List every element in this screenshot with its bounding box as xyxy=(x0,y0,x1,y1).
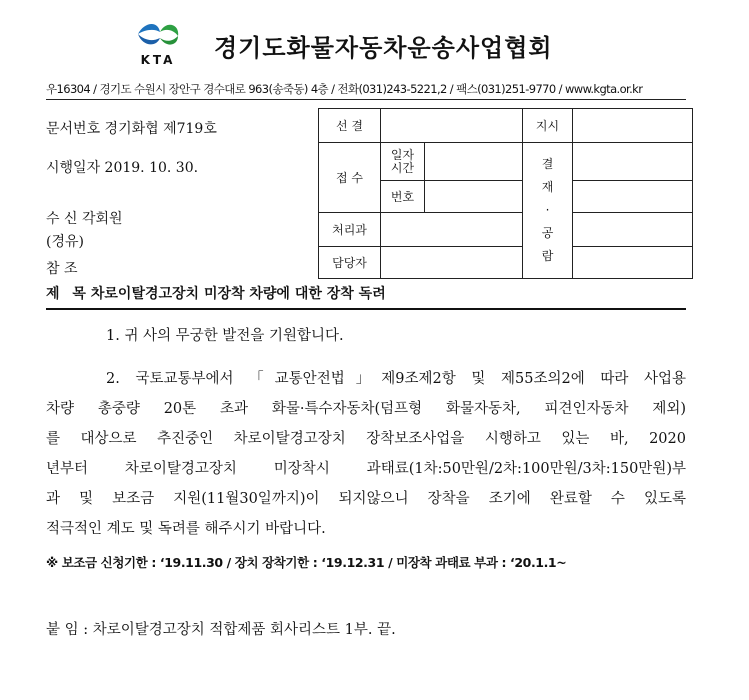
person-in-charge-label: 담당자 xyxy=(319,247,381,279)
reference: 참 조 xyxy=(46,261,78,277)
gyeoljae-gongram-label: 결 재 · 공 람 xyxy=(523,143,573,279)
paragraph-1-text: 1. 귀 사의 무궁한 발전을 기원합니다. xyxy=(106,328,344,344)
paragraph-2-line: 2. 국토교통부에서 「교통안전법」제9조제2항 및 제55조의2에 따라 사업용 xyxy=(106,371,686,387)
address-line: 우16304 / 경기도 수원시 장안구 경수대로 963(송죽동) 4층 / 전화(031)243-5221,2 / 팩스(031)251-9770 / www.kgta.or.kr xyxy=(46,81,686,100)
kta-logo xyxy=(130,22,186,70)
kta-logo-icon xyxy=(130,22,186,70)
doc-number: 문서번호 경기화협 제719호 xyxy=(46,121,217,137)
svg-text:KTA: KTA xyxy=(140,53,176,67)
date-time-label: 일자 시간 xyxy=(381,143,425,181)
jeopsu-label: 접 수 xyxy=(319,143,381,213)
attachment-line: 붙 임 : 차로이탈경고장치 적합제품 회사리스트 1부. 끝. xyxy=(46,622,396,638)
paragraph-2-line: 를 대상으로 추진중인 차로이탈경고장치 장착보조사업을 시행하고 있는 바, 2020 xyxy=(46,431,686,447)
number-label: 번호 xyxy=(381,181,425,213)
number-cell xyxy=(425,181,523,213)
subject-text: 차로이탈경고장치 미장착 차량에 대한 장착 독려 xyxy=(90,286,386,302)
letterhead xyxy=(0,18,749,74)
seon-gyeol-cell xyxy=(381,109,523,143)
approval-cell-3 xyxy=(573,213,693,247)
via: (경유) xyxy=(46,234,84,250)
subject-label: 제 목 xyxy=(46,286,90,302)
paragraph-2-line: 적극적인 계도 및 독려를 해주시기 바랍니다. xyxy=(46,521,326,537)
approval-table xyxy=(318,108,693,279)
paragraph-2-line: 차량 총중량 20톤 초과 화물·특수자동차(덤프형 화물자동차, 피견인자동차 제외) xyxy=(46,401,686,417)
body-paragraph-2 xyxy=(46,364,686,544)
approval-cell-1 xyxy=(573,143,693,181)
organization-name: 경기도화물자동차운송사업협회 xyxy=(214,33,553,62)
jisi-label: 지시 xyxy=(523,109,573,143)
paragraph-2-line: 년부터 차로이탈경고장치 미장착시 과태료(1차:50만원/2차:100만원/3차:150만원)부 xyxy=(46,461,686,477)
body-paragraph-1 xyxy=(46,321,686,351)
issue-date: 시행일자 2019. 10. 30. xyxy=(46,160,199,176)
jisi-cell xyxy=(573,109,693,143)
recipient: 수 신 각회원 xyxy=(46,211,123,227)
date-time-cell xyxy=(425,143,523,181)
seon-gyeol-label: 선 결 xyxy=(319,109,381,143)
paragraph-2-line: 과 및 보조금 지원(11월30일까지)이 되지않으니 장착을 조기에 완료할 수 있도록 xyxy=(46,491,686,507)
processing-dept-label: 처리과 xyxy=(319,213,381,247)
subject-line xyxy=(46,283,686,310)
deadline-notice: ※ 보조금 신청기한 : ‘19.11.30 / 장치 장착기한 : ‘19.12.31 / 미장착 과태료 부과 : ‘20.1.1~ xyxy=(46,555,567,570)
person-in-charge-cell xyxy=(381,247,523,279)
processing-dept-cell xyxy=(381,213,523,247)
approval-cell-4 xyxy=(573,247,693,279)
approval-cell-2 xyxy=(573,181,693,213)
